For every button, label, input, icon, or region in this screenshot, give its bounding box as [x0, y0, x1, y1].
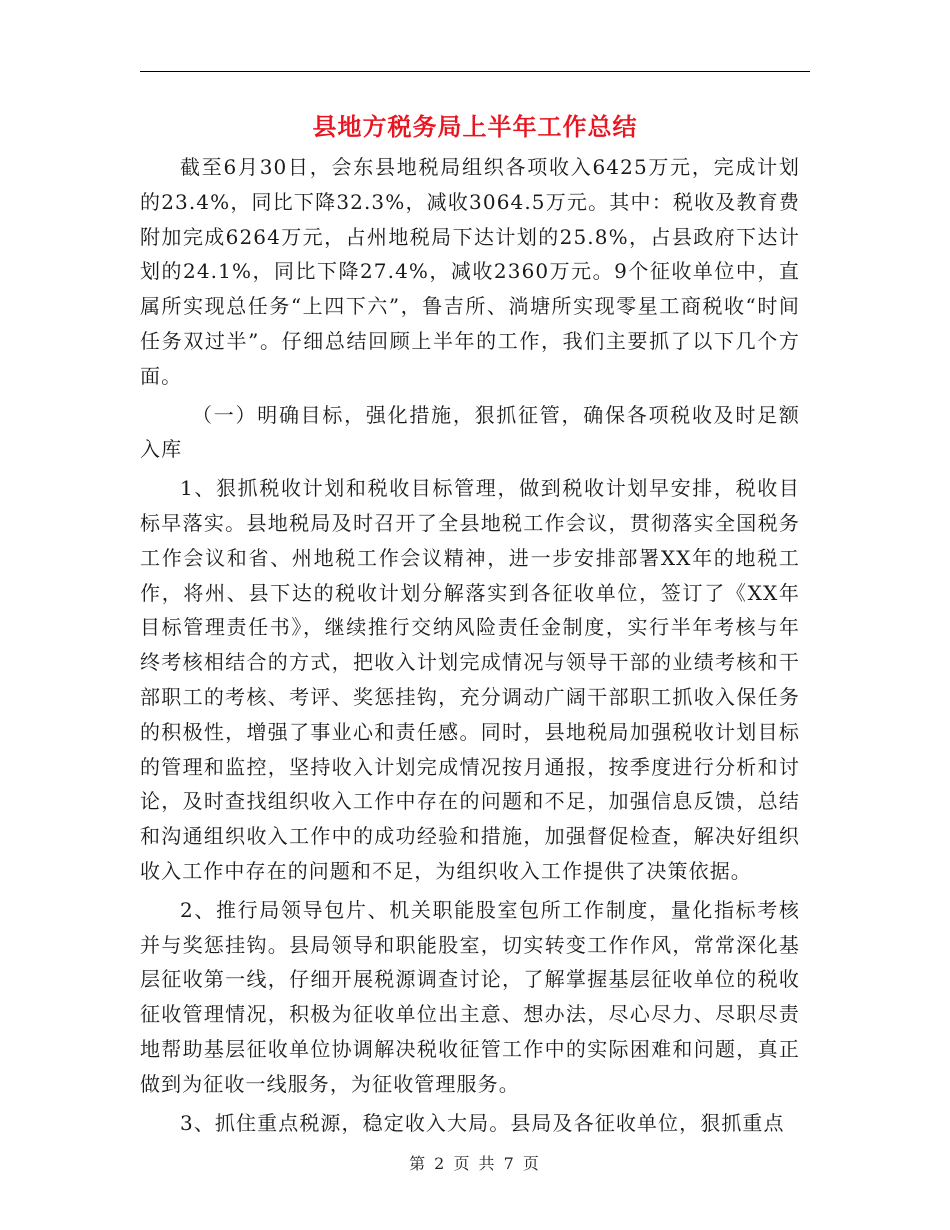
section-heading: （一）明确目标，强化措施，狠抓征管，确保各项税收及时足额入库	[140, 402, 800, 462]
page-number: 第 2 页 共 7 页	[409, 1154, 541, 1173]
document-body	[140, 150, 800, 1144]
summary-paragraph: 截至6月30日，会东县地税局组织各项收入6425万元，完成计划的23.4%，同比下降32.3%，减收3064.5万元。其中：税收及教育费附加完成6264万元，占州地税局下达计划的25.8%，占县政府下达计划的24.1%，同比下降27.4%，减收2360万元。9个征收单位中，直属所实现总任务“上四下六”，鲁吉所、淌塘所实现零星工商税收“时间任务双过半”。仔细总结回顾上半年的工作，我们主要抓了以下几个方面。	[140, 155, 800, 388]
header-rule	[140, 71, 810, 72]
document-title: 县地方税务局上半年工作总结	[312, 113, 638, 141]
item-paragraph-1: 1、狠抓税收计划和税收目标管理，做到税收计划早安排，税收目标早落实。县地税局及时召开了全县地税工作会议，贯彻落实全国税务工作会议和省、州地税工作会议精神，进一步安排部署XX年的地税工作，将州、县下达的税收计划分解落实到各征收单位，签订了《XX年目标管理责任书》，继续推行交纳风险责任金制度，实行半年考核与年终考核相结合的方式，把收入计划完成情况与领导干部的业绩考核和干部职工的考核、考评、奖惩挂钩，充分调动广阔干部职工抓收入保任务的积极性，增强了事业心和责任感。同时，县地税局加强税收计划目标的管理和监控，坚持收入计划完成情况按月通报，按季度进行分析和讨论，及时查找组织收入工作中存在的问题和不足，加强信息反馈，总结和沟通组织收入工作中的成功经验和措施，加强督促检查，解决好组织收入工作中存在的问题和不足，为组织收入工作提供了决策依据。	[140, 476, 800, 883]
item-paragraph-3: 3、抓住重点税源，稳定收入大局。县局及各征收单位，狠抓重点	[180, 1110, 785, 1135]
item-paragraph-2: 2、推行局领导包片、机关职能股室包所工作制度，量化指标考核并与奖惩挂钩。县局领导和职能股室，切实转变工作作风，常常深化基层征收第一线，仔细开展税源调查讨论，了解掌握基层征收单位的税收征收管理情况，积极为征收单位出主意、想办法，尽心尽力、尽职尽责地帮助基层征收单位协调解决税收征管工作中的实际困难和问题，真正做到为征收一线服务，为征收管理服务。	[140, 897, 800, 1096]
